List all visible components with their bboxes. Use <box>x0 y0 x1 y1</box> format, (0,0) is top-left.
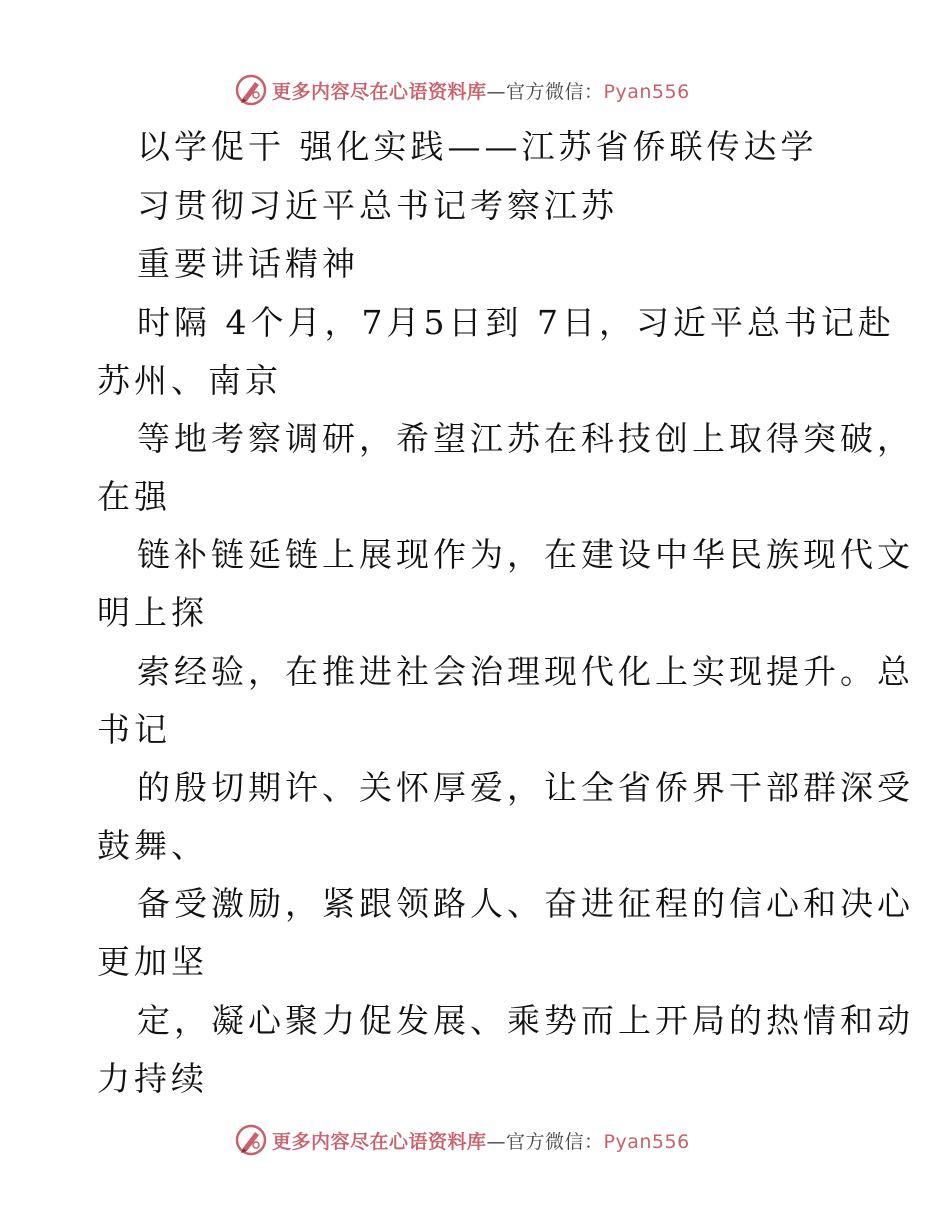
banner-dash: — <box>486 1130 507 1153</box>
footer-banner <box>234 1122 690 1158</box>
paragraph-line: 苏州、南京 <box>97 361 282 400</box>
pen-logo-icon <box>234 1123 268 1157</box>
paragraph-line: 链补链延链上展现作为，在建设中华民族现代文 <box>137 535 914 574</box>
paragraph-line: 定，凝心聚力促发展、乘势而上开局的热情和动 <box>137 1001 914 1040</box>
banner-account: Pyan556 <box>603 1130 690 1153</box>
banner-text <box>272 1127 690 1154</box>
header-banner <box>234 72 690 108</box>
banner-main-text: 更多内容尽在心语资料库 <box>272 80 487 103</box>
paragraph-line: 书记 <box>97 710 171 749</box>
paragraph-line: 力持续 <box>97 1059 208 1098</box>
banner-text <box>272 77 690 104</box>
paragraph-line: 明上探 <box>97 593 208 632</box>
paragraph-line: 的殷切期许、关怀厚爱，让全省侨界干部群深受 <box>137 768 914 807</box>
paragraph-line: 鼓舞、 <box>97 826 208 865</box>
paragraph-line: 时隔 4个月，7月5日到 7日，习近平总书记赴 <box>137 303 895 342</box>
paragraph-line: 在强 <box>97 477 171 516</box>
banner-account: Pyan556 <box>603 80 690 103</box>
title-line-3: 重要讲话精神 <box>137 244 359 283</box>
title-line-1: 以学促干 强化实践——江苏省侨联传达学 <box>137 127 818 166</box>
pen-logo-icon <box>234 73 268 107</box>
paragraph-line: 更加坚 <box>97 942 208 981</box>
banner-official-label: 官方微信： <box>506 80 604 103</box>
banner-dash: — <box>486 80 507 103</box>
banner-official-label: 官方微信： <box>506 1130 604 1153</box>
paragraph-line: 索经验，在推进社会治理现代化上实现提升。总 <box>137 652 914 691</box>
banner-main-text: 更多内容尽在心语资料库 <box>272 1130 487 1153</box>
title-line-2: 习贯彻习近平总书记考察江苏 <box>137 186 618 225</box>
paragraph-line: 备受激励，紧跟领路人、奋进征程的信心和决心 <box>137 884 914 923</box>
paragraph-line: 等地考察调研，希望江苏在科技创上取得突破， <box>137 419 914 458</box>
